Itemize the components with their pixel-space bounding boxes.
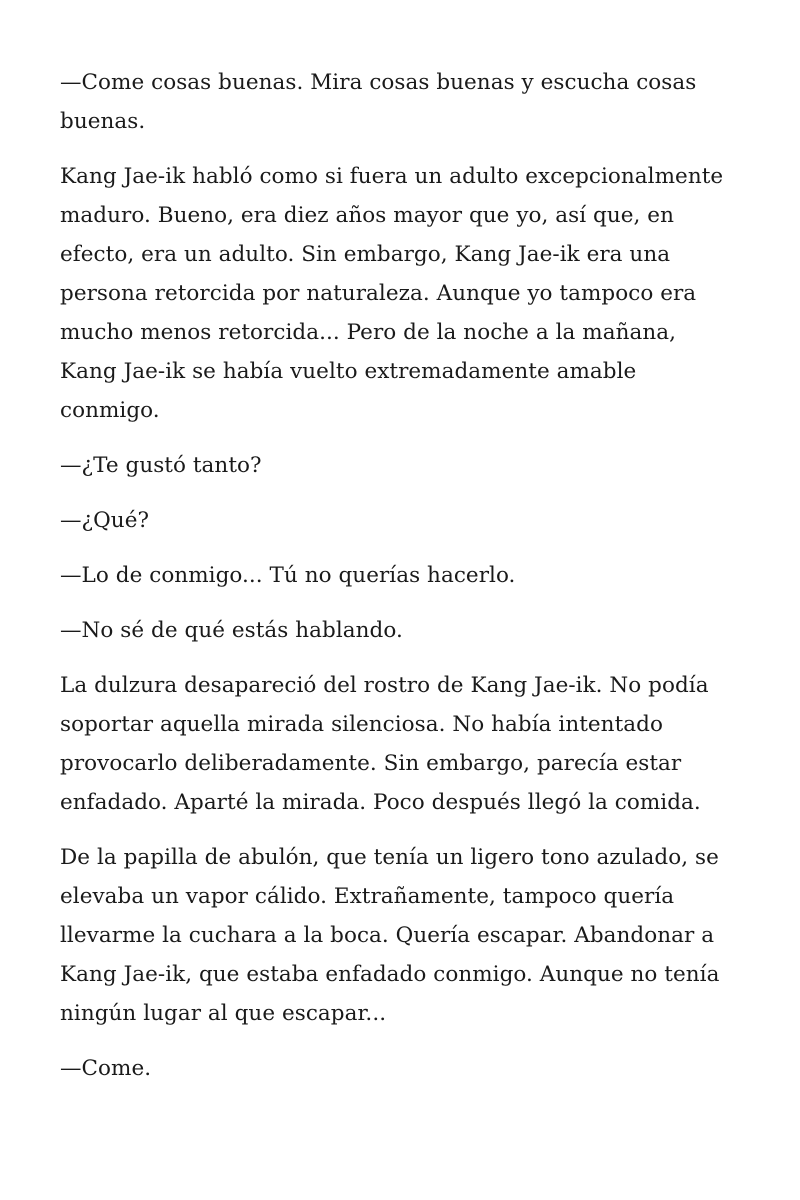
text-line: —Come.	[60, 1056, 152, 1081]
paragraph-8	[60, 838, 750, 1033]
paragraph-5	[60, 556, 750, 595]
text-line: —No sé de qué estás hablando.	[60, 618, 403, 643]
text-line: conmigo.	[60, 398, 160, 423]
text-line: elevaba un vapor cálido. Extrañamente, tampoco quería	[60, 884, 675, 909]
paragraph-3	[60, 446, 750, 485]
text-line: llevarme la cuchara a la boca. Quería escapar. Abandonar a	[60, 923, 715, 948]
text-line: buenas.	[60, 109, 146, 134]
text-line: persona retorcida por naturaleza. Aunque yo tampoco era	[60, 281, 697, 306]
document-page	[60, 63, 750, 1104]
paragraph-2	[60, 157, 750, 430]
text-line: La dulzura desapareció del rostro de Kang Jae-ik. No podía	[60, 673, 709, 698]
text-line: —¿Te gustó tanto?	[60, 453, 262, 478]
text-line: —Come cosas buenas. Mira cosas buenas y escucha cosas	[60, 70, 697, 95]
paragraph-1	[60, 63, 750, 141]
paragraph-7	[60, 666, 750, 822]
text-line: enfadado. Aparté la mirada. Poco después llegó la comida.	[60, 790, 701, 815]
text-line: maduro. Bueno, era diez años mayor que yo, así que, en	[60, 203, 674, 228]
text-line: De la papilla de abulón, que tenía un ligero tono azulado, se	[60, 845, 719, 870]
text-line: Kang Jae-ik habló como si fuera un adulto excepcionalmente	[60, 164, 724, 189]
text-line: soportar aquella mirada silenciosa. No había intentado	[60, 712, 663, 737]
text-line: provocarlo deliberadamente. Sin embargo, parecía estar	[60, 751, 682, 776]
paragraph-6	[60, 611, 750, 650]
text-line: Kang Jae-ik, que estaba enfadado conmigo. Aunque no tenía	[60, 962, 720, 987]
text-line: efecto, era un adulto. Sin embargo, Kang Jae-ik era una	[60, 242, 671, 267]
text-line: Kang Jae-ik se había vuelto extremadamente amable	[60, 359, 637, 384]
text-line: mucho menos retorcida... Pero de la noche a la mañana,	[60, 320, 676, 345]
text-line: —¿Qué?	[60, 508, 150, 533]
text-line: —Lo de conmigo... Tú no querías hacerlo.	[60, 563, 516, 588]
paragraph-4	[60, 501, 750, 540]
paragraph-9	[60, 1049, 750, 1088]
text-line: ningún lugar al que escapar...	[60, 1001, 387, 1026]
